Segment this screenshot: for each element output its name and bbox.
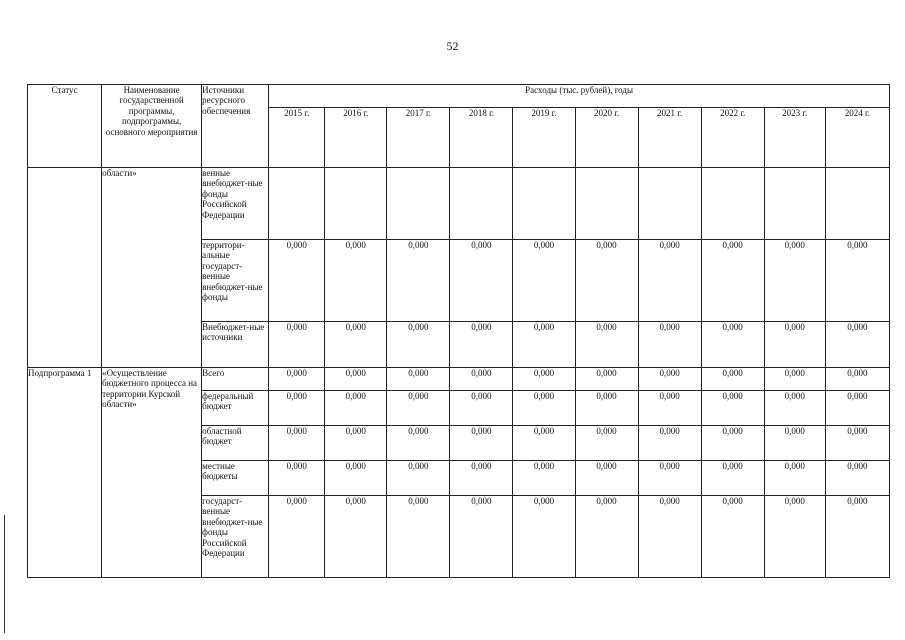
value-cell — [513, 168, 575, 240]
value-cell: 0,000 — [325, 391, 387, 426]
value-cell: 0,000 — [269, 496, 325, 578]
header-year: 2016 г. — [325, 108, 387, 168]
value-cell: 0,000 — [450, 391, 513, 426]
value-cell: 0,000 — [701, 322, 764, 368]
value-cell: 0,000 — [450, 426, 513, 461]
value-cell: 0,000 — [269, 426, 325, 461]
source-cell: венные внебюджет-ные фонды Российской Федерации — [202, 168, 269, 240]
name-cell: «Осуществление бюджетного процесса на территории Курской области» — [102, 368, 202, 578]
source-cell: областной бюджет — [202, 426, 269, 461]
value-cell: 0,000 — [638, 322, 701, 368]
value-cell — [325, 168, 387, 240]
header-expenses: Расходы (тыс. рублей), годы — [269, 85, 890, 108]
value-cell: 0,000 — [387, 391, 450, 426]
header-year: 2024 г. — [825, 108, 889, 168]
value-cell: 0,000 — [638, 368, 701, 391]
value-cell: 0,000 — [575, 368, 638, 391]
header-year: 2015 г. — [269, 108, 325, 168]
value-cell: 0,000 — [450, 368, 513, 391]
value-cell: 0,000 — [764, 322, 825, 368]
value-cell: 0,000 — [638, 426, 701, 461]
value-cell — [764, 168, 825, 240]
value-cell: 0,000 — [387, 496, 450, 578]
value-cell: 0,000 — [269, 368, 325, 391]
value-cell: 0,000 — [701, 240, 764, 322]
value-cell: 0,000 — [575, 461, 638, 496]
value-cell: 0,000 — [450, 461, 513, 496]
value-cell: 0,000 — [825, 426, 889, 461]
value-cell: 0,000 — [575, 322, 638, 368]
status-cell — [28, 168, 102, 368]
source-cell: территори-альные государст-венные внебюджет-ные фонды — [202, 240, 269, 322]
value-cell: 0,000 — [764, 496, 825, 578]
value-cell — [387, 168, 450, 240]
value-cell: 0,000 — [387, 322, 450, 368]
value-cell: 0,000 — [513, 322, 575, 368]
value-cell: 0,000 — [638, 391, 701, 426]
value-cell: 0,000 — [325, 461, 387, 496]
source-cell: Всего — [202, 368, 269, 391]
value-cell — [701, 168, 764, 240]
value-cell: 0,000 — [269, 322, 325, 368]
value-cell: 0,000 — [825, 240, 889, 322]
value-cell: 0,000 — [387, 426, 450, 461]
source-cell: Внебюджет-ные источники — [202, 322, 269, 368]
value-cell: 0,000 — [325, 368, 387, 391]
value-cell: 0,000 — [325, 240, 387, 322]
value-cell: 0,000 — [701, 368, 764, 391]
value-cell: 0,000 — [387, 461, 450, 496]
value-cell: 0,000 — [638, 496, 701, 578]
value-cell: 0,000 — [764, 391, 825, 426]
header-year: 2022 г. — [701, 108, 764, 168]
value-cell: 0,000 — [701, 461, 764, 496]
header-status: Статус — [28, 85, 102, 168]
value-cell: 0,000 — [269, 461, 325, 496]
value-cell: 0,000 — [387, 368, 450, 391]
value-cell: 0,000 — [513, 426, 575, 461]
value-cell: 0,000 — [513, 496, 575, 578]
value-cell: 0,000 — [825, 461, 889, 496]
value-cell: 0,000 — [325, 426, 387, 461]
value-cell: 0,000 — [387, 240, 450, 322]
binding-margin-line — [4, 515, 5, 633]
value-cell: 0,000 — [269, 240, 325, 322]
value-cell: 0,000 — [764, 426, 825, 461]
value-cell: 0,000 — [575, 391, 638, 426]
page-number: 52 — [446, 39, 459, 53]
header-year: 2020 г. — [575, 108, 638, 168]
value-cell: 0,000 — [825, 391, 889, 426]
value-cell — [825, 168, 889, 240]
header-source: Источники ресурсного обеспечения — [202, 85, 269, 168]
value-cell: 0,000 — [825, 322, 889, 368]
source-cell: федеральный бюджет — [202, 391, 269, 426]
value-cell: 0,000 — [575, 240, 638, 322]
value-cell: 0,000 — [269, 391, 325, 426]
value-cell — [269, 168, 325, 240]
source-cell: местные бюджеты — [202, 461, 269, 496]
name-cell: области» — [102, 168, 202, 368]
value-cell: 0,000 — [325, 496, 387, 578]
value-cell: 0,000 — [450, 496, 513, 578]
value-cell: 0,000 — [575, 426, 638, 461]
value-cell: 0,000 — [325, 322, 387, 368]
value-cell — [450, 168, 513, 240]
value-cell: 0,000 — [450, 322, 513, 368]
status-cell: Подпрограмма 1 — [28, 368, 102, 578]
value-cell: 0,000 — [513, 240, 575, 322]
source-cell: государст-венные внебюджет-ные фонды Российской Федерации — [202, 496, 269, 578]
header-name: Наименование государственной программы, подпрограммы, основного мероприятия — [102, 85, 202, 168]
value-cell: 0,000 — [638, 461, 701, 496]
value-cell: 0,000 — [764, 240, 825, 322]
table-row — [28, 168, 890, 240]
value-cell: 0,000 — [825, 496, 889, 578]
value-cell: 0,000 — [701, 426, 764, 461]
value-cell: 0,000 — [450, 240, 513, 322]
value-cell: 0,000 — [825, 368, 889, 391]
header-year: 2017 г. — [387, 108, 450, 168]
value-cell: 0,000 — [513, 391, 575, 426]
value-cell: 0,000 — [701, 496, 764, 578]
value-cell: 0,000 — [764, 368, 825, 391]
value-cell: 0,000 — [513, 368, 575, 391]
value-cell: 0,000 — [764, 461, 825, 496]
value-cell: 0,000 — [638, 240, 701, 322]
header-year: 2019 г. — [513, 108, 575, 168]
budget-table — [27, 84, 890, 578]
header-year: 2021 г. — [638, 108, 701, 168]
value-cell: 0,000 — [701, 391, 764, 426]
value-cell: 0,000 — [513, 461, 575, 496]
value-cell — [575, 168, 638, 240]
header-year: 2023 г. — [764, 108, 825, 168]
table-row — [28, 368, 890, 391]
value-cell — [638, 168, 701, 240]
value-cell: 0,000 — [575, 496, 638, 578]
header-year: 2018 г. — [450, 108, 513, 168]
table-header — [28, 85, 890, 168]
